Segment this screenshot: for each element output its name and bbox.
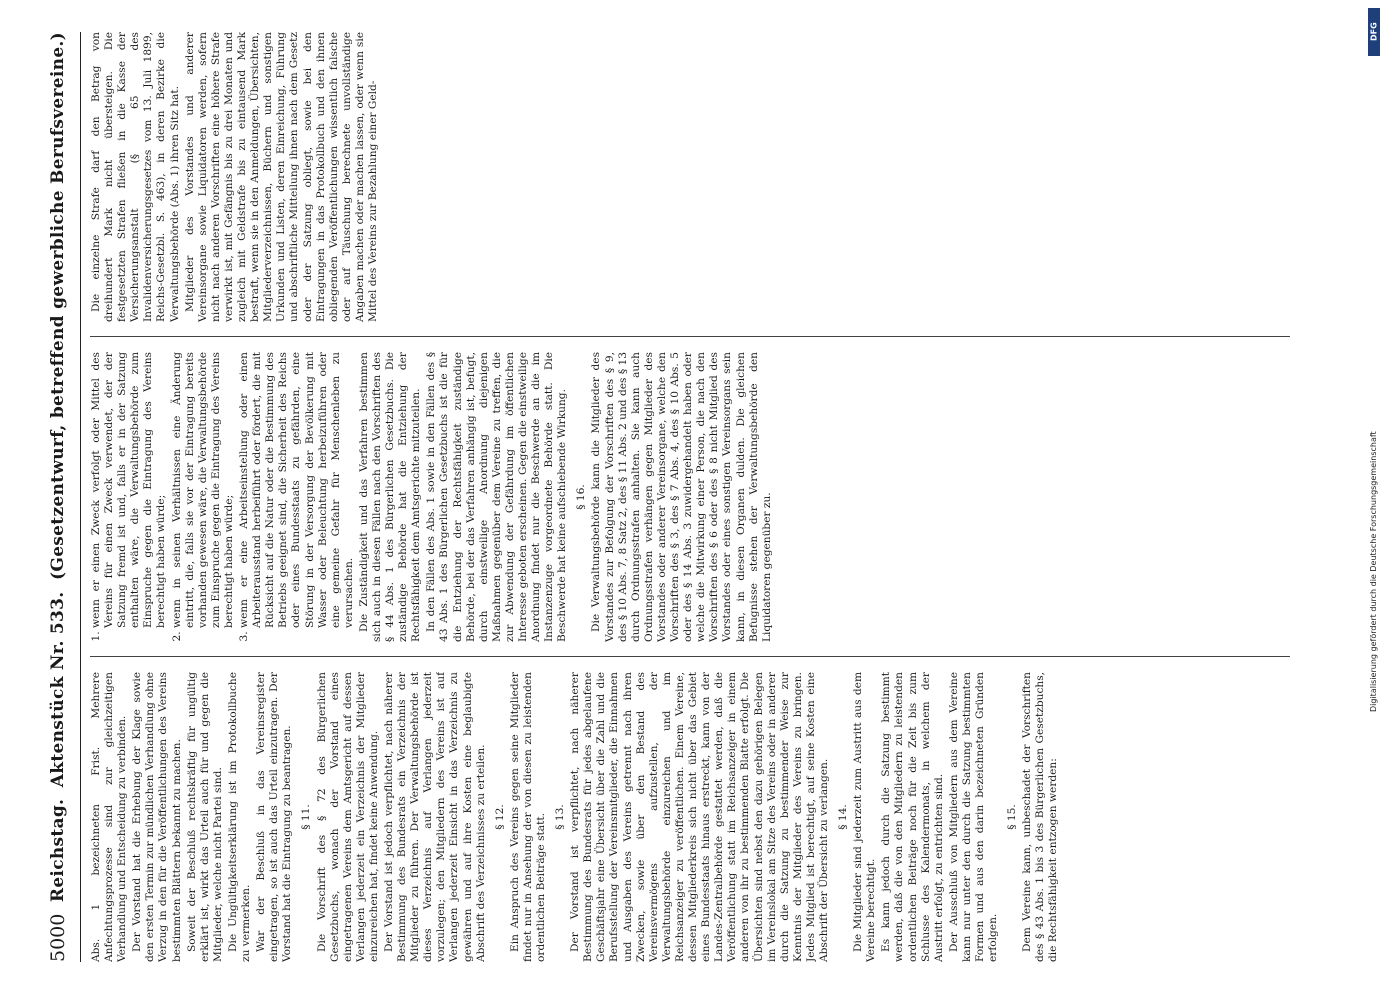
paragraph: Der Vorstand hat die Erhebung der Klage sowie den ersten Termin zur mündlichen Verhandlung ohne Verzug in den für die Veröffentlichungen des Vereins bestimmten Blättern bekannt zu machen.	[131, 672, 183, 962]
numbered-list	[90, 352, 356, 642]
page-number: 5000	[47, 913, 69, 962]
paragraph: Abs. 1 bezeichneten Frist. Mehrere Anfechtungsprozesse sind zur gleichzeitigen Verhandlung und Entscheidung zu verbinden.	[90, 672, 129, 962]
column-divider	[90, 656, 1290, 657]
dfg-logo: DFG	[1368, 8, 1380, 56]
paragraph: Die Mitglieder sind jederzeit zum Austritt aus dem Vereine berechtigt.	[852, 672, 878, 962]
section-heading: § 11.	[300, 804, 313, 830]
text-column-2	[90, 352, 1300, 642]
rotated-document-page	[40, 32, 1300, 962]
paragraph: Die Vorschrift des § 72 des Bürgerlichen Gesetzbuchs, wonach der Vorstand eines eingetragenen Vereins dem Amtsgericht auf dessen Verlangen jederzeit ein Verzeichnis der Mitglieder einzureichen hat, findet keine Anwendung.	[315, 672, 380, 962]
paragraph: Soweit der Beschluß rechtskräftig für ungültig erklärt ist, wirkt das Urteil auch für und gegen die Mitglieder, welche nicht Partei sind.	[185, 672, 224, 962]
digitization-note: Digitalisierung gefördert durch die Deutsche Forschungsgemeinschaft	[1369, 431, 1378, 712]
paragraph: Es kann jedoch durch die Satzung bestimmt werden, daß die von den Mitgliedern zu leistenden ordentlichen Beiträge noch für die Zeit bis zum Schlusse des Kalendermonats, in welchem der Austritt erfolgt, zu entrichten sind.	[880, 672, 945, 962]
paragraph: In den Fällen des Abs. 1 sowie in den Fällen des § 43 Abs. 1 des Bürgerlichen Gesetzbuchs ist die für die Entziehung der Rechtsfähigkeit zuständige Behörde, bei der das Verfahren anhängig ist, befugt, durch einstweilige Anordnung diejenigen Maßnahmen gegenüber dem Vereine zu treffen, die zur Abwendung der Gefährdung im öffentlichen Interesse geboten erscheinen. Gegen die einstweilige Anordnung findet nur die Beschwerde an die im Instanzenzuge vorgeordnete Behörde statt. Die Beschwerde hat keine aufschiebende Wirkung.	[425, 352, 569, 642]
paragraph: Die Ungültigkeitserklärung ist im Protokollbuche zu vermerken.	[226, 672, 253, 962]
paragraph: Ein Anspruch des Vereins gegen seine Mitglieder findet nur in Ansehung der von diesen zu leistenden ordentlichen Beiträge statt.	[508, 672, 547, 962]
paragraph: Die Zuständigkeit und das Verfahren bestimmen sich auch in diesen Fällen nach den Vorschriften des § 44 Abs. 1 des Bürgerlichen Gesetzbuchs. Die zuständige Behörde hat die Entziehung der Rechtsfähigkeit dem Amtsgerichte mitzuteilen.	[357, 352, 423, 642]
paragraph: Der Ausschluß von Mitgliedern aus dem Vereine kann nur unter den durch die Satzung bestimmten Formen und aus den darin bezeichneten Gründen erfolgen.	[947, 672, 1000, 962]
paragraph: Die Verwaltungsbehörde kann die Mitglieder des Vorstandes zur Befolgung der Vorschriften des § 9, des § 10 Abs. 7, 8 Satz 2, des § 11 Abs. 2 und des § 13 durch Ordnungsstrafen anhalten. Sie kann auch Ordnungsstrafen verhängen gegen Mitglieder des Vorstandes oder anderer Vereinsorgane, welche den Vorschriften des § 3, des § 7 Abs. 4, des § 10 Abs. 5 oder des § 14 Abs. 3 zuwidergehandelt haben oder welche die Mitwirkung einer Person, die nach den Vorschriften des § 6 oder des § 8 nicht Mitglied des Vorstandes oder eines sonstigen Vereinsorgans sein kann, in diesen Organen dulden. Die gleichen Befugnisse stehen der Verwaltungsbehörde den Liquidatoren gegenüber zu.	[590, 352, 773, 642]
list-item: 3. wenn er eine Arbeitseinstellung oder einen Arbeiterausstand herbeiführt oder fördert, die mit Rücksicht auf die Natur oder die Bestimmung des Betriebs geeignet sind, die Sicherheit des Reichs oder eines Bundesstaats zu gefährden, eine Störung in der Versorgung der Bevölkerung mit Wasser oder Beleuchtung herbeizuführen oder eine gemeine Gefahr für Menschenleben zu verursachen.	[238, 352, 356, 628]
column-divider	[90, 336, 1290, 337]
page-header	[40, 32, 76, 962]
header-right-title: (Gesetzentwurf, betreffend gewerbliche Berufsvereine.)	[48, 32, 68, 580]
header-rule	[80, 32, 81, 962]
paragraph: Die einzelne Strafe darf den Betrag von dreihundert Mark nicht übersteigen. Die festgesetzten Strafen fließen in die Kasse der Versicherungsanstalt (§ 65 des Invalidenversicherungsgesetzes vom 13. Juli 1899, Reichs-Gesetzbl. S. 463), in deren Bezirke die Verwaltungsbehörde (Abs. 1) ihren Sitz hat.	[90, 32, 181, 322]
header-left-title: Reichstag.	[48, 798, 68, 903]
text-column-1	[90, 672, 1300, 962]
paragraph: Der Vorstand ist jedoch verpflichtet, nach näherer Bestimmung des Bundesrats ein Verzeichnis der Mitglieder zu führen. Der Verwaltungsbehörde ist dieses Verzeichnis auf Verlangen jederzeit vorzulegen; den Mitgliedern des Vereins ist auf Verlangen jederzeit Einsicht in das Verzeichnis zu gewähren und auf ihre Kosten eine beglaubigte Abschrift des Verzeichnisses zu erteilen.	[382, 672, 487, 962]
text-column-3	[90, 32, 1300, 322]
section-heading: § 13.	[554, 804, 567, 830]
section-heading: § 15.	[1006, 804, 1019, 830]
list-item: 2. wenn in seinen Verhältnissen eine Änderung eintritt, die, falls sie vor der Eintragung bereits vorhanden gewesen wäre, die Verwaltungsbehörde zum Einspruche gegen die Eintragung des Vereins berechtigt haben würde;	[171, 352, 236, 628]
list-item: 1. wenn er einen Zweck verfolgt oder Mittel des Vereins für einen Zweck verwendet, der der Satzung fremd ist und, falls er in der Satzung enthalten wäre, die Verwaltungsbehörde zum Einspruche gegen die Eintragung des Vereins berechtigt haben würde;	[90, 352, 169, 628]
paragraph: Mitglieder des Vorstandes und anderer Vereinsorgane sowie Liquidatoren werden, sofern nicht nach anderen Vorschriften eine höhere Strafe verwirkt ist, mit Gefängnis bis zu drei Monaten und zugleich mit Geldstrafe bis zu eintausend Mark bestraft, wenn sie in den Anmeldungen, Übersichten, Mitgliederverzeichnissen, Büchern und sonstigen Urkunden und Listen, deren Einreichung, Führung und abschriftliche Mitteilung ihnen nach dem Gesetz oder der Satzung obliegt, sowie bei den Eintragungen in das Protokollbuch und den ihnen obliegenden Veröffentlichungen wissentlich falsche oder auf Täuschung berechnete unvollständige Angaben machen oder machen lassen, oder wenn sie Mittel des Vereins zur Bezahlung einer Geld-	[183, 32, 379, 322]
paragraph: Dem Vereine kann, unbeschadet der Vorschriften des § 43 Abs. 1 bis 3 des Bürgerlichen Gesetzbuchs, die Rechtsfähigkeit entzogen werden:	[1021, 672, 1060, 962]
header-center-title: Aktenstück Nr. 533.	[48, 591, 68, 788]
section-heading: § 16.	[575, 484, 588, 510]
section-heading: § 12.	[493, 804, 506, 830]
paragraph: War der Beschluß in das Vereinsregister eingetragen, so ist auch das Urteil einzutragen. Der Vorstand hat die Eintragung zu beantragen.	[255, 672, 294, 962]
paragraph: Der Vorstand ist verpflichtet, nach näherer Bestimmung des Bundesrats für jedes abgelaufene Geschäftsjahr eine Übersicht über die Zahl und die Berufsstellung der Vereinsmitglieder, die Einnahmen und Ausgaben des Vereins getrennt nach ihren Zwecken, sowie über den Bestand des Vereinsvermögens aufzustellen, der Verwaltungsbehörde einzureichen und im Reichsanzeiger zu veröffentlichen. Einem Vereine, dessen Mitgliederkreis sich nicht über das Gebiet eines Bundesstaats hinaus erstreckt, kann von der Landes-Zentralbehörde gestattet werden, daß die Veröffentlichung statt im Reichsanzeiger in einem anderen von ihr zu bestimmenden Blatte erfolgt. Die Übersichten sind nebst den dazu gehörigen Belegen im Vereinslokal am Sitze des Vereins oder in anderer durch die Satzung zu bestimmender Weise zur Kenntnis der Mitglieder des Vereins zu bringen. Jedes Mitglied ist berechtigt, auf seine Kosten eine Abschrift der Übersicht zu verlangen.	[569, 672, 830, 962]
section-heading: § 14.	[837, 804, 850, 830]
